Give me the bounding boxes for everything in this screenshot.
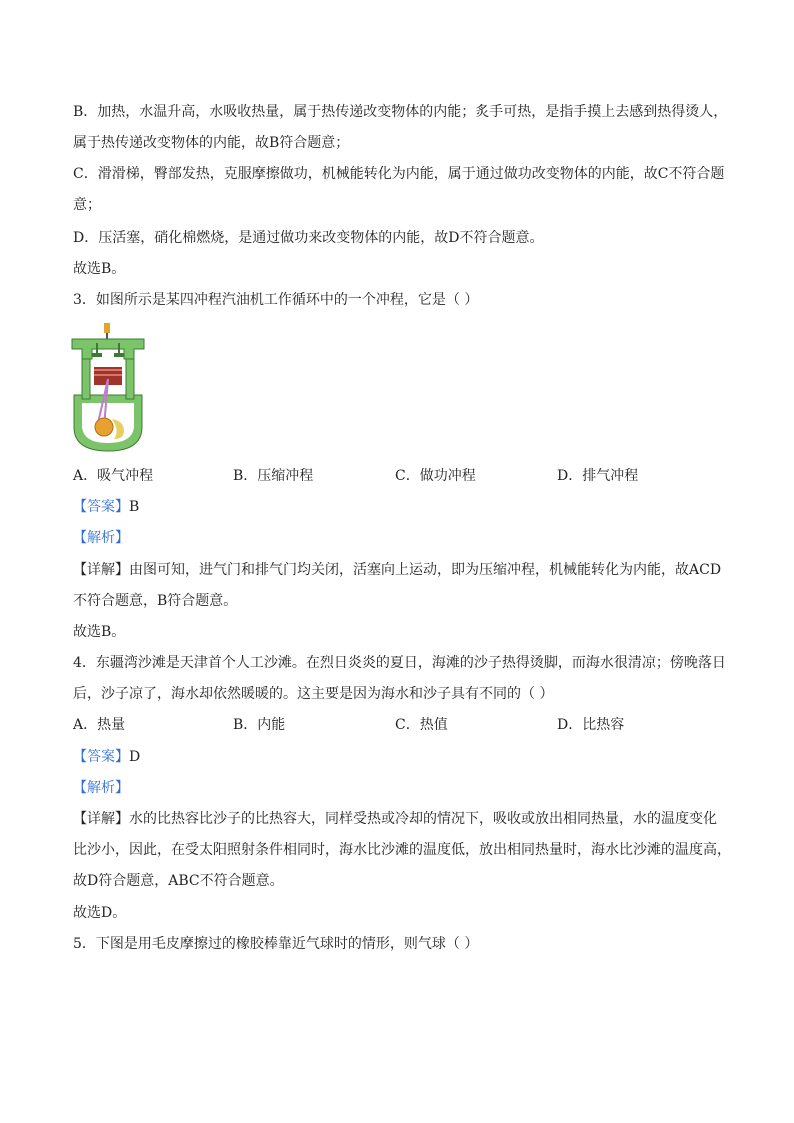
detail-tag: 【详解】: [73, 562, 129, 578]
solution-option-b: B．加热，水温升高，水吸收热量，属于热传递改变物体的内能；炙手可热，是指手摸上去感到热得烫人，: [73, 104, 728, 120]
q4-answer-line: [73, 747, 754, 767]
q3-detail-1: 由图可知，进气门和排气门均关闭，活塞向上运动，即为压缩冲程，机械能转化为内能，故ACD: [129, 562, 722, 578]
analysis-tag: 【解析】: [73, 780, 129, 796]
q4-option-c: C．热值: [395, 717, 448, 733]
q4-analysis-line: [73, 778, 754, 798]
q3-option-b: B．压缩冲程: [233, 468, 314, 484]
answer-tag: 【答案】: [73, 749, 129, 765]
q4-stem-line-1: 4．东疆湾沙滩是天津首个人工沙滩。在烈日炎炎的夏日，海滩的沙子热得烫脚，而海水很清凉；傍晚落日: [73, 655, 726, 671]
q4-answer: D: [129, 749, 141, 765]
q5-stem: 5．下图是用毛皮摩擦过的橡胶棒靠近气球时的情形，则气球（ ）: [73, 936, 479, 952]
q4-stem-line-2: 后，沙子凉了，海水却依然暖暖的。这主要是因为海水和沙子具有不同的（ ）: [73, 686, 554, 702]
q3-detail-line-2: 不符合题意，B符合题意。: [73, 593, 238, 609]
q4-option-b: B．内能: [233, 717, 286, 733]
analysis-tag: 【解析】: [73, 530, 129, 546]
engine-compression-stroke-figure: [68, 323, 148, 453]
solution-option-d: D．压活塞，硝化棉燃烧，是通过做功来改变物体的内能，故D不符合题意。: [73, 230, 544, 246]
solution-conclusion: 故选B。: [73, 261, 126, 277]
solution-option-b-cont: 属于热传递改变物体的内能，故B符合题意；: [73, 135, 350, 151]
q3-option-d: D．排气冲程: [557, 468, 639, 484]
answer-tag: 【答案】: [73, 499, 129, 515]
q3-answer: B: [129, 499, 140, 515]
q4-option-a: A．热量: [73, 717, 126, 733]
spark-plug-icon: [104, 323, 110, 333]
q4-detail-1: 水的比热容比沙子的比热容大，同样受热或冷却的情况下，吸收或放出相同热量，水的温度变化: [129, 811, 717, 827]
solution-option-c: C．滑滑梯，臀部发热，克服摩擦做功，机械能转化为内能，属于通过做功改变物体的内能，故C不符合题: [73, 166, 725, 182]
q3-detail-line-1: [73, 560, 754, 580]
q3-analysis-line: [73, 528, 754, 548]
crank-wheel-icon: [95, 418, 113, 436]
q3-answer-line: [73, 497, 754, 517]
q3-conclusion: 故选B。: [73, 624, 126, 640]
q4-detail-line-2: 比沙小，因此，在受太阳照射条件相同时，海水比沙滩的温度低，放出相同热量时，海水比沙滩的温度高，: [73, 842, 731, 858]
q4-detail-line-1: [73, 809, 754, 829]
q3-option-a: A．吸气冲程: [73, 468, 154, 484]
q3-stem: 3．如图所示是某四冲程汽油机工作循环中的一个冲程，它是（ ）: [73, 292, 479, 308]
detail-tag: 【详解】: [73, 811, 129, 827]
q4-option-d: D．比热容: [557, 717, 625, 733]
solution-option-c-cont: 意；: [73, 197, 101, 213]
q4-conclusion: 故选D。: [73, 905, 127, 921]
q4-detail-line-3: 故D符合题意，ABC不符合题意。: [73, 873, 284, 889]
q3-option-c: C．做功冲程: [395, 468, 476, 484]
